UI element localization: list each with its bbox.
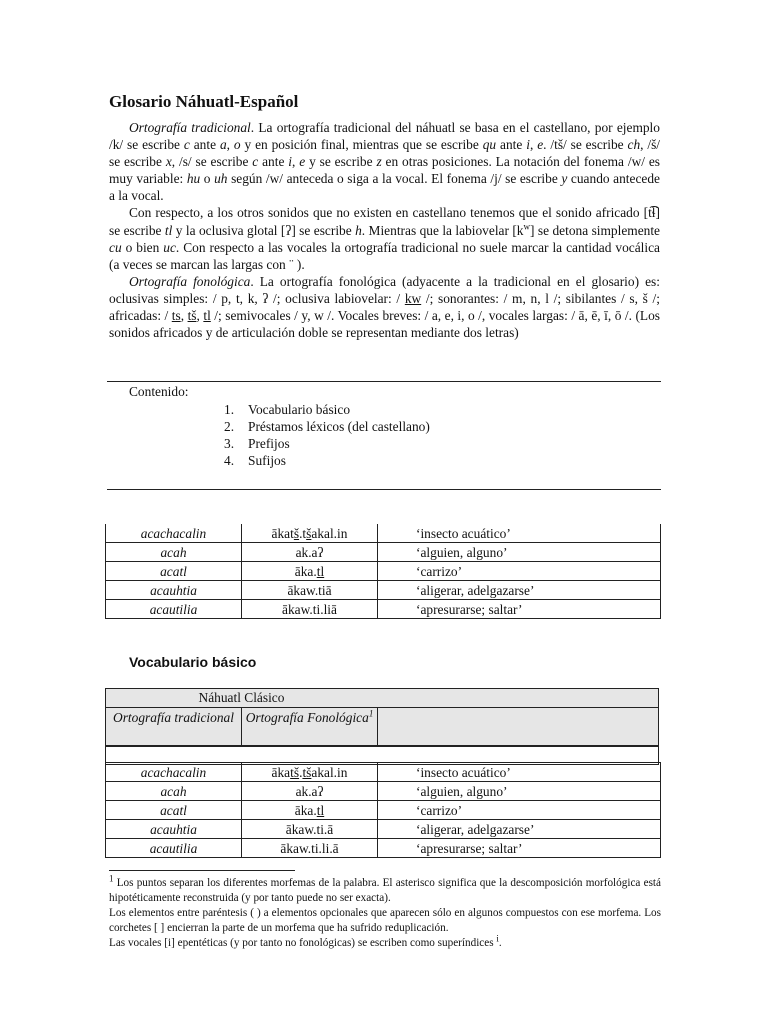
table-row [106, 763, 661, 782]
gloss-cell: ‘aligerar, adelgazarse’ [378, 581, 661, 600]
vocab-basic-table [105, 762, 661, 858]
table-row [106, 543, 661, 562]
contents-item: 1. Vocabulario básico [224, 402, 351, 417]
traditional-cell: acatl [106, 801, 242, 820]
footnote-1: $^1$ Los puntos separan los diferentes morfemas de la palabra. El asterisco significa que la descomposición morfológica está hipotéticamente reconstruida (y por tanto puede no ser exacta). [109, 873, 661, 904]
traditional-cell: acauhtia [106, 820, 242, 839]
gloss-cell: ‘apresurarse; saltar’ [378, 600, 661, 619]
header-ortografia-tradicional: Ortografía tradicional [113, 710, 234, 725]
phonological-cell: ākaw.ti.liā [242, 600, 378, 619]
contents-item: 3. Prefijos [224, 436, 290, 452]
contents-list [224, 401, 430, 469]
vocab-preview-table [105, 524, 661, 619]
footnote-rule [109, 870, 295, 871]
table-row [106, 524, 661, 543]
table-row [106, 801, 661, 820]
traditional-cell: acachacalin [106, 524, 242, 543]
intro-paragraph-3: Ortografía fonológica. La ortografía fonológica (adyacente a la tradicional en el glosario) es: oclusivas simples: / p, t, k, ʔ /; oclusiva labiovelar: / kw /; sonorantes: / m, n, l /; sibilantes / s, š /; africadas: / ts, tš, tl /; semivocales / y, w /. Vocales breves: / a, e, i, o /, vocales largas: / ā, ē, ī, ō /. (Los sonidos africados y de articulación doble se representan mediante dos letras) [109, 273, 660, 341]
traditional-cell: acachacalin [106, 763, 242, 782]
traditional-cell: acatl [106, 562, 242, 581]
contents-item: 2. Préstamos léxicos (del castellano) [224, 419, 430, 435]
gloss-cell: ‘alguien, alguno’ [378, 543, 661, 562]
document-title: Glosario Náhuatl-Español [109, 92, 299, 111]
phonological-cell: ākaw.ti.li.ā [242, 839, 378, 858]
phonological-cell: āka.tl [242, 801, 378, 820]
gloss-cell: ‘carrizo’ [378, 562, 661, 581]
gloss-cell: ‘carrizo’ [378, 801, 661, 820]
phonological-cell: ākatš.tšakal.in [242, 763, 378, 782]
traditional-cell: acautilia [106, 839, 242, 858]
vocab-table-header [105, 688, 659, 765]
gloss-cell: ‘insecto acuático’ [378, 763, 661, 782]
traditional-cell: acautilia [106, 600, 242, 619]
table-row [106, 581, 661, 600]
gloss-cell: ‘aligerar, adelgazarse’ [378, 820, 661, 839]
footnote-3: Las vocales [i] epentéticas (y por tanto no fonológicas) se escriben como superíndices $^i$. [109, 933, 502, 949]
intro-text [109, 119, 660, 341]
section-title: Vocabulario básico [129, 654, 257, 670]
footnote-2: Los elementos entre paréntesis ( ) a elementos opcionales que aparecen sólo en algunos compuestos con ese morfema. Los corchetes [ ] encierran la parte de un morfema que ha sufrido reduplicación. [109, 907, 661, 934]
header-columns-row [105, 708, 659, 746]
gloss-cell: ‘insecto acuático’ [378, 524, 661, 543]
table-row [106, 839, 661, 858]
traditional-cell: acah [106, 782, 242, 801]
phonological-cell: āka.tl [242, 562, 378, 581]
phonological-cell: ākaw.tiā [242, 581, 378, 600]
footnotes [109, 873, 661, 951]
phonological-cell: ākaw.ti.ā [242, 820, 378, 839]
traditional-cell: acauhtia [106, 581, 242, 600]
gloss-cell: ‘apresurarse; saltar’ [378, 839, 661, 858]
contents-item: 4. Sufijos [224, 453, 286, 469]
contents-bottom-rule [107, 489, 661, 490]
intro-paragraph-1: Ortografía tradicional. La ortografía tradicional del náhuatl se basa en el castellano, por ejemplo /k/ se escribe c ante a, o y en posición final, mientras que se escribe qu ante i, e. /tš/ se escribe ch, /š/ se escribe x, /s/ se escribe c ante i, e y se escribe z en otras posiciones. La notación del fonema /w/ es muy variable: hu o uh según /w/ anteceda o siga a la vocal. El fonema /j/ se escribe y cuando antecede a la vocal. [109, 120, 661, 204]
table-row [106, 562, 661, 581]
contents-top-rule [107, 381, 661, 382]
header-ortografia-fonologica: Ortografía Fonológica$^1$ [241, 708, 377, 745]
table-row [106, 820, 661, 839]
gloss-cell: ‘alguien, alguno’ [378, 782, 661, 801]
header-group-row [105, 688, 659, 708]
intro-paragraph-2: Con respecto, a los otros sonidos que no existen en castellano tenemos que el sonido africado [t͡ɬ] se escribe tl y la oclusiva glotal [ʔ] se escribe h. Mientras que la labiovelar $[k^w]$ se detona simplemente cu o bien uc. Con respecto a las vocales la ortografía tradicional no suele marcar la cantidad vocálica (a veces se marcan las largas con ¨ ). [109, 205, 661, 272]
phonological-cell: ak.aʔ [242, 782, 378, 801]
header-nahuatl-clasico: Náhuatl Clásico [198, 690, 285, 705]
traditional-cell: acah [106, 543, 242, 562]
table-row [106, 782, 661, 801]
contents-label: Contenido: [129, 384, 189, 399]
phonological-cell: ākatš.tšakal.in [242, 524, 378, 543]
phonological-cell: ak.aʔ [242, 543, 378, 562]
table-row [106, 600, 661, 619]
